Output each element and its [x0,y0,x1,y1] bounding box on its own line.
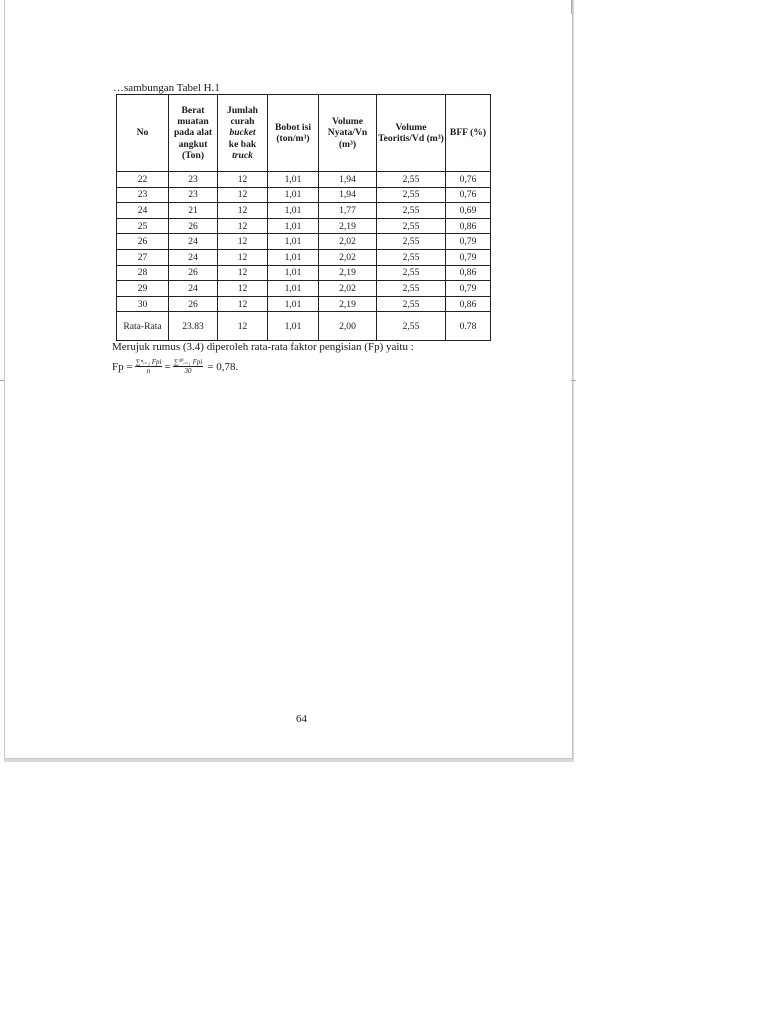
formula-fraction-values [173,358,204,375]
cell-vn: 1,94 [319,187,377,203]
cell-vn: 2,19 [319,218,377,234]
header-ke-bak-text: ke bak [228,138,257,150]
header-bff: BFF (%) [446,95,491,172]
avg-cell-bobot: 1,01 [268,312,319,341]
avg-cell-vn: 2,00 [319,312,377,341]
header-truck-text: truck [232,149,253,161]
cell-vd: 2,55 [377,218,446,234]
fp-formula [112,358,238,375]
header-berat-muatan: Berat muatan pada alat angkut (Ton) [169,95,218,172]
cell-bff: 0,86 [446,265,491,281]
formula-fraction-general [135,358,163,375]
cell-vd: 2,55 [377,249,446,265]
cell-berat: 26 [169,296,218,312]
avg-cell-no: Rata-Rata [117,312,169,341]
header-bucket-text: bucket [229,127,256,139]
cell-vd: 2,55 [377,203,446,219]
data-table [116,94,491,341]
cell-bobot: 1,01 [268,249,319,265]
cell-no: 23 [117,187,169,203]
table-header-row [117,95,491,172]
cell-no: 22 [117,172,169,188]
avg-cell-vd: 2,55 [377,312,446,341]
cell-jumlah: 12 [218,234,268,250]
cell-berat: 23 [169,187,218,203]
cell-bff: 0,79 [446,234,491,250]
page-number: 64 [296,713,307,725]
cell-vn: 2,02 [319,234,377,250]
fraction-numerator: ∑ⁿᵢ₌₁ Fpi [135,358,162,366]
cell-vd: 2,55 [377,187,446,203]
cell-bff: 0,86 [446,296,491,312]
cell-berat: 24 [169,234,218,250]
cell-berat: 26 [169,265,218,281]
table-row [117,172,491,188]
cell-bobot: 1,01 [268,172,319,188]
table-row [117,187,491,203]
cell-bobot: 1,01 [268,296,319,312]
cell-vn: 2,02 [319,249,377,265]
formula-result: = 0,78. [207,360,239,373]
cell-vn: 1,77 [319,203,377,219]
cell-vn: 1,94 [319,172,377,188]
cell-jumlah: 12 [218,218,268,234]
avg-cell-bff: 0.78 [446,312,491,341]
table-row [117,234,491,250]
cell-no: 28 [117,265,169,281]
cell-vd: 2,55 [377,296,446,312]
cell-no: 29 [117,281,169,297]
cell-jumlah: 12 [218,249,268,265]
crop-mark-top [571,0,572,14]
table-caption: …sambungan Tabel H.1 [113,82,220,94]
cell-jumlah: 12 [218,172,268,188]
cell-bff: 0,76 [446,172,491,188]
header-no: No [117,95,169,172]
fraction-denominator: 30 [184,367,192,375]
table-row [117,265,491,281]
cell-jumlah: 12 [218,281,268,297]
fraction-denominator: n [146,367,151,375]
header-volume-nyata: Volume Nyata/Vn (m³) [319,95,377,172]
formula-equals: = [164,360,171,373]
header-jumlah-curah-text: Jumlah curah [227,105,258,128]
cell-jumlah: 12 [218,203,268,219]
cell-berat: 24 [169,281,218,297]
cell-bff: 0,76 [446,187,491,203]
cell-no: 25 [117,218,169,234]
cell-vn: 2,02 [319,281,377,297]
header-bobot-isi: Bobot isi (ton/m³) [268,95,319,172]
cell-jumlah: 12 [218,296,268,312]
cell-vd: 2,55 [377,234,446,250]
header-jumlah-curah [218,95,268,172]
fraction-numerator: ∑³⁰ᵢ₌₁ Fpi [173,358,203,366]
avg-cell-jumlah: 12 [218,312,268,341]
cell-bff: 0,79 [446,281,491,297]
cell-vd: 2,55 [377,172,446,188]
cell-bobot: 1,01 [268,281,319,297]
cell-bobot: 1,01 [268,265,319,281]
formula-lhs: Fp = [112,360,133,373]
cell-vn: 2,19 [319,265,377,281]
cell-no: 26 [117,234,169,250]
table-row [117,296,491,312]
cell-vd: 2,55 [377,265,446,281]
cell-vn: 2,19 [319,296,377,312]
cell-berat: 24 [169,249,218,265]
table-row [117,249,491,265]
table-body [117,172,491,341]
cell-no: 24 [117,203,169,219]
cell-bobot: 1,01 [268,203,319,219]
cell-jumlah: 12 [218,265,268,281]
formula-intro-text: Merujuk rumus (3.4) diperoleh rata-rata faktor pengisian (Fp) yaitu : [112,341,414,353]
crop-mark-left [0,380,4,381]
cell-bff: 0,86 [446,218,491,234]
table-row [117,281,491,297]
cell-no: 27 [117,249,169,265]
avg-cell-berat: 23.83 [169,312,218,341]
header-volume-teoritis: Volume Teoritis/Vd (m³) [377,95,446,172]
cell-bff: 0,69 [446,203,491,219]
cell-berat: 26 [169,218,218,234]
average-row [117,312,491,341]
cell-bobot: 1,01 [268,234,319,250]
table-row [117,218,491,234]
table-row [117,203,491,219]
cell-no: 30 [117,296,169,312]
cell-bobot: 1,01 [268,187,319,203]
cell-bobot: 1,01 [268,218,319,234]
cell-jumlah: 12 [218,187,268,203]
cell-berat: 23 [169,172,218,188]
cell-berat: 21 [169,203,218,219]
crop-mark-right [571,380,576,381]
cell-bff: 0,79 [446,249,491,265]
cell-vd: 2,55 [377,281,446,297]
